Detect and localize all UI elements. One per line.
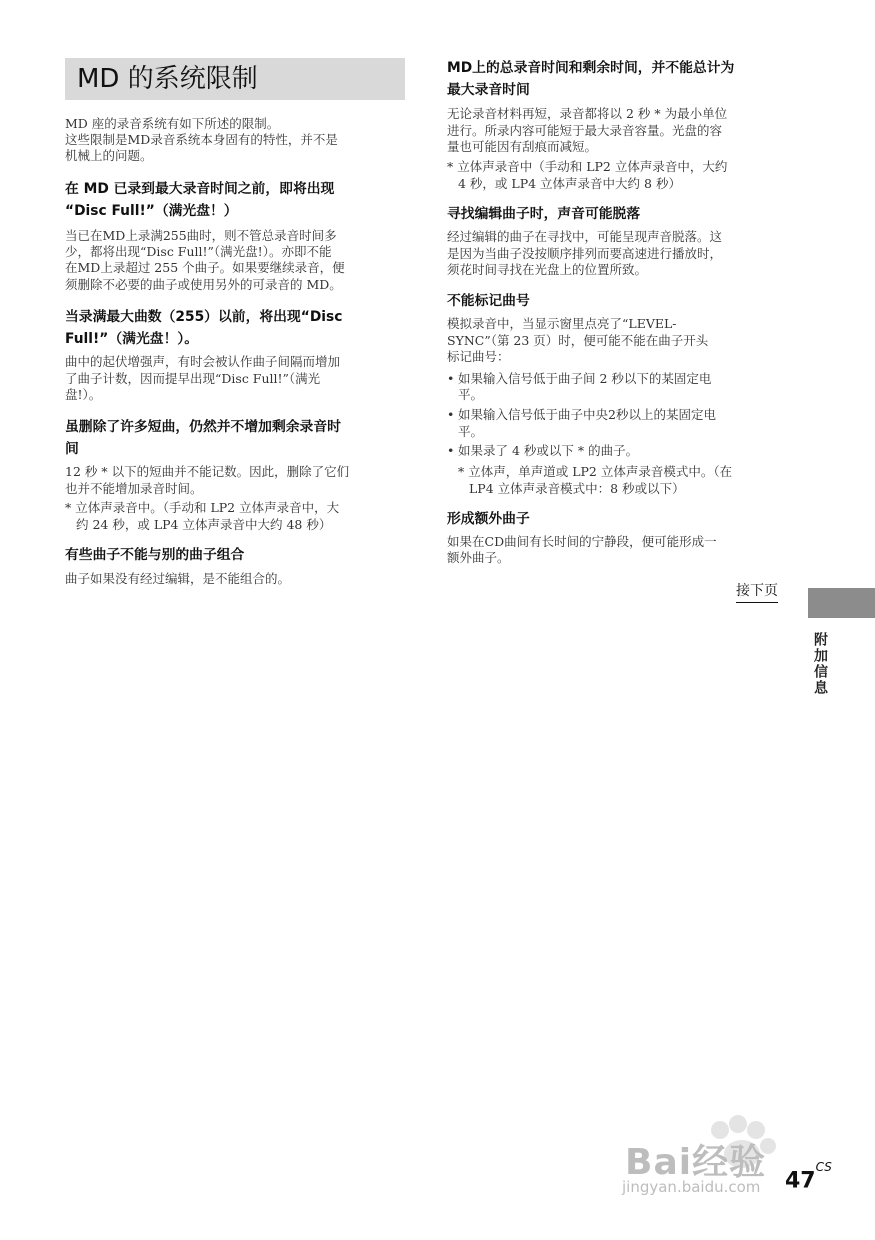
s7-bullet-1: • 如果输入信号低于曲子间 2 秒以下的某固定电: [447, 371, 711, 387]
s5-note-line-2: 4 秒，或 LP4 立体声录音中大约 8 秒）: [458, 176, 681, 191]
s5-line-1: 无论录音材料再短，录音都将以 2 秒 * 为最小单位: [447, 106, 728, 121]
s2-line-1: 曲中的起伏增强声，有时会被认作曲子间隔而增加: [65, 354, 341, 369]
s2-line-3: 盘!）。: [65, 387, 102, 402]
page-title: MD 的系统限制: [77, 64, 258, 94]
intro-line-1: MD 座的录音系统有如下所述的限制。: [65, 116, 280, 131]
section-heading-disc-full-2b: Full!”（满光盘！）。: [65, 331, 199, 347]
s4-line-1: 曲子如果没有经过编辑，是不能组合的。: [65, 571, 291, 586]
s6-line-2: 是因为当曲子没按顺序排列而要高速进行播放时，: [447, 246, 723, 261]
section-heading-short-tracks-b: 间: [65, 441, 79, 457]
s6-line-3: 须花时间寻找在光盘上的位置所致。: [447, 262, 648, 277]
section-heading-total-time-b: 最大录音时间: [447, 82, 530, 98]
watermark-brand: Bai经验: [625, 1142, 767, 1183]
section-heading-short-tracks: 虽删除了许多短曲，仍然并不增加剩余录音时: [65, 419, 341, 435]
intro-line-2: 这些限制是MD录音系统本身固有的特性，并不是: [65, 132, 338, 147]
section-heading-track-marks: 不能标记曲号: [447, 293, 530, 309]
s1-line-2: 少，都将出现“Disc Full!”（满光盘!）。亦即不能: [65, 244, 332, 259]
s1-line-1: 当已在MD上录满255曲时，则不管总录音时间多: [65, 228, 337, 243]
intro-line-3: 机械上的问题。: [65, 148, 153, 163]
s3-note-line-1: * 立体声录音中。（手动和 LP2 立体声录音中，大: [65, 500, 340, 515]
section-heading-extra-track: 形成额外曲子: [447, 511, 530, 527]
s7-bullet-1-cont: 平。: [458, 387, 484, 402]
s2-line-2: 了曲子计数，因而提早出现“Disc Full!”（满光: [65, 371, 321, 386]
page-number-value: 47: [785, 1168, 816, 1194]
s7-bullet-3: • 如果录了 4 秒或以下 * 的曲子。: [447, 443, 638, 459]
s1-line-3: 在MD上录超过 255 个曲子。如果要继续录音，便: [65, 260, 345, 275]
s3-line-2: 也并不能增加录音时间。: [65, 481, 203, 496]
s5-line-3: 量也可能因有刮痕而减短。: [447, 139, 598, 154]
s7-line-2: SYNC”（第 23 页）时，便可能不能在曲子开头: [447, 333, 709, 348]
s7-note-line-1: * 立体声，单声道或 LP2 立体声录音模式中。（在: [458, 464, 733, 479]
s5-line-2: 进行。所录内容可能短于最大录音容量。光盘的容: [447, 123, 723, 138]
s7-line-1: 模拟录音中，当显示窗里点亮了“LEVEL-: [447, 316, 677, 331]
s7-note-line-2: LP4 立体声录音模式中：8 秒或以下）: [469, 481, 685, 496]
s7-bullet-2-cont: 平。: [458, 424, 484, 439]
section-heading-search: 寻找编辑曲子时，声音可能脱落: [447, 206, 641, 222]
section-heading-combine: 有些曲子不能与别的曲子组合: [65, 547, 245, 563]
s6-line-1: 经过编辑的曲子在寻找中，可能呈现声音脱落。这: [447, 229, 723, 244]
page-number: [785, 1160, 832, 1194]
section-heading-total-time: MD上的总录音时间和剩余时间，并不能总计为: [447, 60, 735, 76]
s7-line-3: 标记曲号：: [447, 349, 510, 364]
watermark-url: jingyan.baidu.com: [622, 1178, 761, 1196]
s1-line-4: 须删除不必要的曲子或使用另外的可录音的 MD。: [65, 277, 342, 292]
side-tab-label: 附加信息: [812, 632, 828, 696]
page-number-suffix: CS: [815, 1160, 832, 1174]
section-heading-disc-full-2: 当录满最大曲数（255）以前，将出现“Disc: [65, 309, 343, 325]
section-heading-disc-full-1: 在 MD 已录到最大录音时间之前，即将出现: [65, 181, 335, 197]
side-tab-marker: [808, 588, 875, 618]
next-page-link[interactable]: 接下页: [736, 581, 778, 603]
s7-bullet-2: • 如果输入信号低于曲子中央2秒以上的某固定电: [447, 407, 716, 423]
s8-line-2: 额外曲子。: [447, 550, 510, 565]
s3-line-1: 12 秒 * 以下的短曲并不能记数。因此，删除了它们: [65, 464, 350, 479]
s3-note-line-2: 约 24 秒，或 LP4 立体声录音中大约 48 秒）: [76, 517, 332, 532]
s5-note-line-1: * 立体声录音中（手动和 LP2 立体声录音中，大约: [447, 159, 728, 174]
s8-line-1: 如果在CD曲间有长时间的宁静段，便可能形成一: [447, 534, 717, 549]
title-box: [65, 58, 405, 100]
section-heading-disc-full-1b: “Disc Full!”（满光盘！）: [65, 203, 238, 219]
